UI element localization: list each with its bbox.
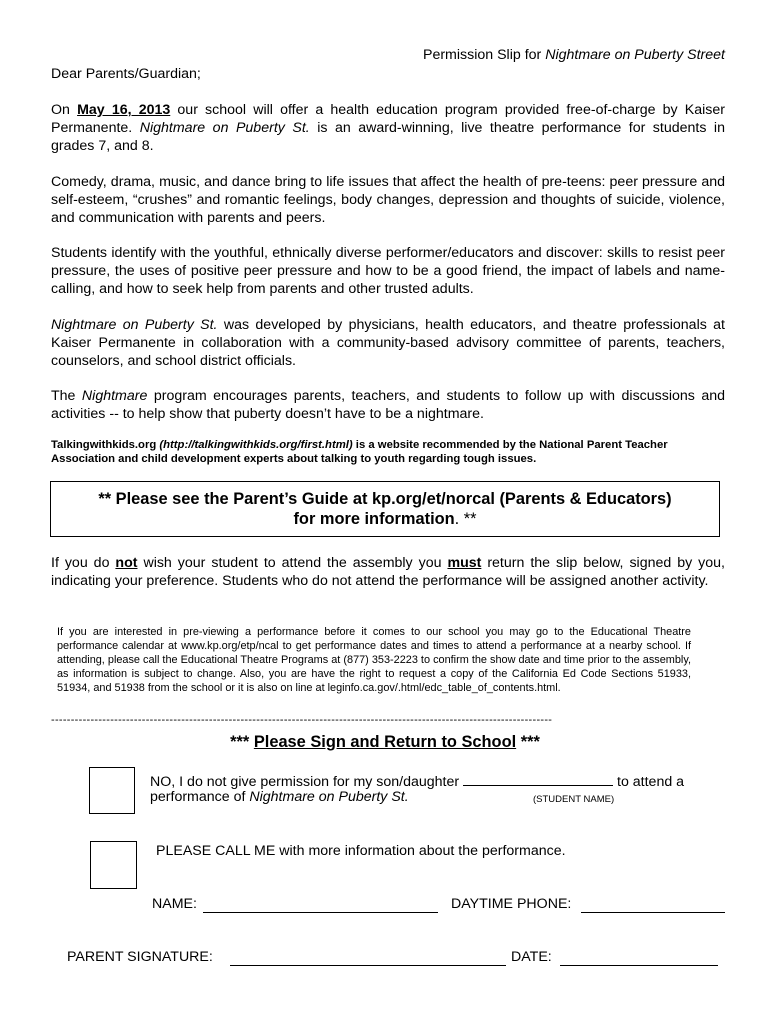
guide-line-1: ** Please see the Parent’s Guide at kp.org/et/norcal (Parents & Educators) [98,490,672,508]
optout-must: must [447,555,482,571]
intro-text-b: our school will offer a health education program provided free-of-charge by Kaiser Permanente. [51,102,725,136]
talking-note [51,438,725,466]
date-field[interactable] [560,951,718,966]
issues-paragraph: Comedy, drama, music, and dance bring to life issues that affect the health of pre-teens: peer pressure and self-esteem, “crushes” and romantic feelings, body changes, depression and thoughts of suicide, violence, and communication with parents and peers. [51,174,725,226]
return-stars-right: *** [516,733,540,751]
development-show-name: Nightmare on Puberty St. [51,317,218,333]
students-paragraph: Students identify with the youthful, ethnically diverse performer/educators and discover: skills to resist peer pressure, the uses of positive peer pressure and how to be a good friend, the impact of labels and name-calling, and how to seek help from parents and other trusted adults. [51,245,725,297]
no-permission-line-1 [150,771,725,790]
optout-not: not [115,555,138,571]
optout-text-a: If you do [51,555,116,571]
development-paragraph [51,316,725,370]
intro-paragraph [51,101,725,155]
optout-text-c: return the slip below, signed by you, indicating your preference. Students who do not attend the performance will be assigned another activity. [51,555,725,589]
signature-field[interactable] [230,951,506,966]
return-title: Please Sign and Return to School [253,733,517,751]
guide-line-2a: for more information [293,510,455,528]
no-permission-text-a: NO, I do not give permission for my son/daughter [150,774,464,790]
call-me-text: PLEASE CALL ME with more information about the performance. [156,843,566,859]
phone-label: DAYTIME PHONE: [451,896,572,912]
return-heading [0,733,770,752]
student-name-field[interactable] [463,771,613,786]
intro-text-c: is an award-winning, live theatre performance for students in grades 7, and 8. [51,120,725,154]
name-field[interactable] [203,898,438,913]
program-nightmare: Nightmare [81,388,148,404]
no-permission-show-name: Nightmare on Puberty St. [249,789,409,805]
intro-text-a: On [51,102,78,118]
talking-url: (http://talkingwithkids.org/first.html) [159,439,353,451]
name-label: NAME: [152,896,197,912]
development-text: was developed by physicians, health educators, and theatre professionals at Kaiser Permanente in collaboration with a community-based advisory committee of parents, teachers, counselors, and school district officials. [51,317,725,369]
salutation: Dear Parents/Guardian; [51,66,201,82]
program-date: May 16, 2013 [77,102,171,118]
optout-text-b: wish your student to attend the assembly you [137,555,448,571]
guide-line-2b: . ** [454,510,477,528]
student-name-label: (STUDENT NAME) [533,794,615,805]
signature-label: PARENT SIGNATURE: [67,949,213,965]
program-text-a: The [51,388,82,404]
preview-paragraph: If you are interested in pre-viewing a performance before it comes to our school you may go to the Educational Theatre performance calendar at www.kp.org/etp/ncal to get performance dates and times to attend a performance at a nearby school. If attending, please call the Educational Theatre Programs at (877) 353-2223 to confirm the show date and time prior to the assembly, as information is subject to change. Also, you are have the right to request a copy of the California Ed Code Sections 51933, 51934, and 51938 from the school or it is also on line at leginfo.ca.gov/.html/edc_table_of_contents.html. [57,626,691,694]
title-show-name: Nightmare on Puberty Street [545,47,725,63]
return-stars-left: *** [230,733,254,751]
guide-line-2 [51,509,719,529]
parent-guide-box [50,481,720,537]
date-label: DATE: [511,949,552,965]
optout-paragraph [51,554,725,590]
talking-text: is a website recommended by the National Parent Teacher Association and child development experts about talking to youth regarding tough issues. [51,439,668,465]
title-prefix: Permission Slip for [422,47,546,63]
call-me-checkbox[interactable] [90,841,137,889]
no-permission-line-2 [150,789,409,805]
document-title [423,47,725,63]
program-text-b: program encourages parents, teachers, and students to follow up with discussions and activities -- to help show that puberty doesn’t have to be a nightmare. [51,388,725,422]
phone-field[interactable] [581,898,725,913]
no-permission-text-c: performance of [150,789,250,805]
cut-line: ------------------------------------------------------------------------------------------------------------------------------- [51,714,553,726]
no-permission-text-b: to attend a [613,774,685,790]
program-paragraph [51,387,725,423]
intro-show-name: Nightmare on Puberty St. [139,120,310,136]
no-permission-checkbox[interactable] [89,767,135,814]
talking-site: Talkingwithkids.org [51,439,160,451]
